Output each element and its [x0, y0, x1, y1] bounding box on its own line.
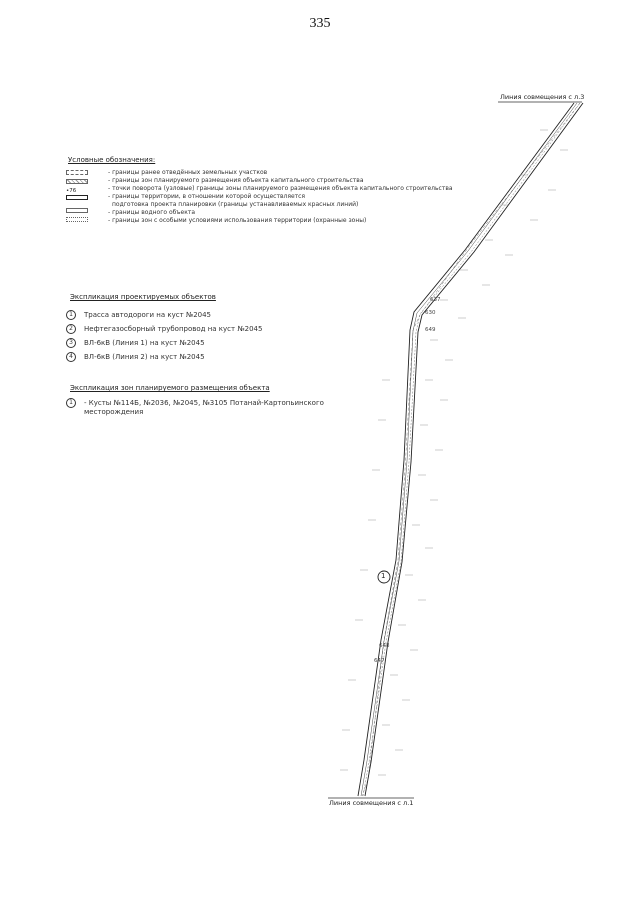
- legend-title: Условные обозначения:: [68, 156, 156, 164]
- objects-explication-title: Экспликация проектируемых объектов: [70, 293, 216, 301]
- object-number: 2: [66, 324, 76, 334]
- water-boundary-symbol: [66, 208, 88, 213]
- zone-marker-label: 1: [381, 572, 386, 580]
- object-number: 3: [66, 338, 76, 348]
- point-label: 637: [430, 297, 441, 303]
- legend-symbols: [66, 170, 88, 222]
- point-label: 648: [379, 643, 390, 649]
- legend-item: - границы зон с особыми условиями использования территории (охранные зоны): [108, 217, 367, 224]
- zone-boundary-symbol: [66, 179, 88, 184]
- territory-boundary-symbol: [66, 195, 88, 200]
- zone-text-continued: месторождения: [84, 408, 144, 416]
- object-number: 4: [66, 352, 76, 362]
- point-label: 630: [425, 310, 436, 316]
- object-text: Нефтегазосборный трубопровод на куст №2045: [84, 325, 263, 333]
- object-item: [66, 338, 262, 348]
- legend-item: - границы ранее отведённых земельных участков: [108, 169, 268, 176]
- object-text: ВЛ-6кВ (Линия 2) на куст №2045: [84, 353, 205, 361]
- objects-explication-list: [66, 310, 262, 362]
- object-text: ВЛ-6кВ (Линия 1) на куст №2045: [84, 339, 205, 347]
- legend-items: [108, 169, 453, 225]
- legend-item: - границы водного объекта: [108, 209, 196, 216]
- point-label: 647: [374, 658, 385, 664]
- turn-point-symbol: •76: [66, 188, 77, 194]
- object-text: Трасса автодороги на куст №2045: [84, 311, 212, 319]
- object-item: [66, 324, 262, 334]
- legend-item: - границы зон планируемого размещения объекта капитального строительства: [108, 177, 364, 184]
- terrain-hatching: [340, 130, 568, 775]
- zone-item: [66, 398, 324, 408]
- protected-zone-symbol: [66, 217, 88, 222]
- page-number: 335: [309, 16, 331, 31]
- point-label: 649: [425, 327, 436, 333]
- match-line-top-label: Линия совмещения с л.3: [500, 93, 585, 101]
- zones-explication-title: Экспликация зон планируемого размещения объекта: [70, 384, 270, 392]
- zone-text: - Кусты №114Б, №2036, №2045, №3105 Потанай-Картопьинского: [84, 399, 324, 407]
- legend-item: - точки поворота (узловые) границы зоны планируемого размещения объекта капитального строительства: [108, 185, 453, 192]
- object-item: [66, 352, 262, 362]
- zone-number: 1: [66, 398, 76, 408]
- legend-item: подготовка проекта планировки (границы устанавливаемых красных линий): [112, 201, 359, 208]
- legend-item: - границы территории, в отношении которой осуществляется: [108, 193, 306, 200]
- object-item: [66, 310, 262, 320]
- match-line-bottom-label: Линия совмещения с л.1: [329, 799, 414, 807]
- object-number: 1: [66, 310, 76, 320]
- land-plot-symbol: [66, 170, 88, 175]
- zones-explication-list: [66, 398, 324, 417]
